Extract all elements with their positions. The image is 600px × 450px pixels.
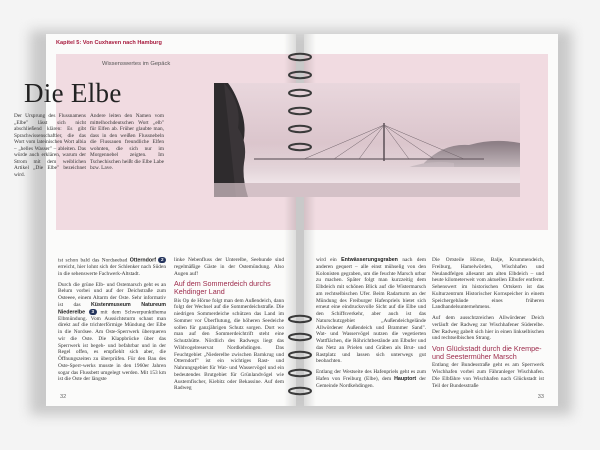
binding-ring-icon <box>286 88 314 98</box>
highlight-entwaesserungsgraben: Entwässerungsgraben <box>341 257 398 263</box>
paragraph: Auf dem ausschtzreichen Allwördener Deich verläuft der Radweg zur Wischhafener Süderelbe. Der Radweg gabelt sich hier in einen linkselbischen und rechtselbischen Strang. <box>432 315 544 342</box>
paragraph: Die Ortsteile Hörne, Balje, Krummendeich, Freiburg, Hamelwörden, Wischhafen und Neulandfelgen allesamt am alten Elbdeich – und heute kilometerweit vom aktuellen Elbufer entfernt. Sehenswert im historischen Ortskern ist das Kulturzentrum Historischer Kornspeicher in einem Speichergebäude eines früheren Landhandelsunternehmens. <box>432 257 544 311</box>
chapter-title: Von Cuxhaven nach Hamburg <box>82 40 162 46</box>
text: nach dem anderen gequert – alle einst mühselig von den Kolonisten gegraben, um die feuchte Marsch urbar zu machen. Später folgt man kurzzeitig dem Elbdeich mit schönen Blick auf die Wistermarsch am rechtselbischen Ufer. Beim Radarturm an der Mündung des Freiburger Hafenpriels bietet sich erneut eine eindrucksvolle Sicht auf die Elbe und den Schiffsverkehr, aber auch ist das Naturschutzgebiet „Außendeichgelände Allwördener Außendeich und Brammer Sand". Wat- und Wasservögel nutzen die vegetierten Wattflächen, die Röhrichtbestände am Elbufer und das Netz an Prielen und Gräben als Brut- und Rastplatz und lassen sich unterwegs gut beobachten. <box>316 257 426 365</box>
binding-ring-icon <box>286 386 314 396</box>
feature-box-column-2: Andere leiten den Namen vom mittelhochdeutschen Wort „elb" für Elfen ab. Früher glaubte man, dass in den weißen Flussnebeln die Flussauen freundliche Elfen wohnten, die sich nur im Morgennebel zeigten. Im Tschechischen heißt die Elbe Labe bzw. Lave. <box>90 113 164 172</box>
left-column-1 <box>58 257 166 383</box>
binding-ring-icon <box>286 350 314 360</box>
left-column-2 <box>174 257 284 392</box>
highlight-hauptort: Hauptort <box>394 375 417 382</box>
binding-ring-icon <box>286 314 314 324</box>
subheading: Auf dem Sommerdeich durchs Kehdinger Land <box>174 279 271 297</box>
paragraph <box>316 369 426 389</box>
binding-ring-icon <box>286 52 314 62</box>
binding-ring-icon <box>286 70 314 80</box>
text: Durch die grüne Elb- und Ostemarsch geht es an Belum vorbei und auf der Deichstraße zum Osteeee, einem Altarm der Oste. Sehr informativ ist das <box>58 281 166 308</box>
text: erreicht, hier lohnt sich der Schlenker nach Süden in die sehenswerte Fachwerk-Altstadt. <box>58 264 166 277</box>
binding-ring-icon <box>286 106 314 116</box>
feature-box-column-1: Der Ursprung des Flussnamens „Elbe" lässt sich nicht abschließend klären: Es gibt Sprachwissenschaftler, die das Wort vom lateinischen Wort albia – „helles Wasser" – ableiten. Das würde auch erklären, warum der Strom mit dem weiblichen Artikel „Die Elbe" bezeichnet wird. <box>14 113 86 178</box>
paragraph <box>316 257 426 365</box>
paragraph <box>58 257 166 278</box>
page-number-right: 33 <box>537 394 544 400</box>
binding-ring-icon <box>286 124 314 134</box>
paragraph <box>58 282 166 384</box>
chapter-label: Kapitel 5: <box>56 40 82 46</box>
elbe-bridge-fog-photo <box>214 83 520 197</box>
right-column-2 <box>432 257 544 389</box>
page-number-left: 32 <box>60 394 67 400</box>
feature-box-label: Wissenswertes im Gepäck <box>102 61 171 67</box>
text: wird ein <box>316 257 342 263</box>
photo-illustration <box>214 83 520 197</box>
text: mit dem Schwerpunktthema Elbmündung. Vom Aussichtsturm schaut man direkt auf die trichterförmige Mündung der Elbe in die Nordsee. Am Oste-Sperrwerk überqueren wir die Oste. Die Klappbrücke über das Sperrwerk ist begeh- und befahrbar und in der Regel offen, es empfiehlt sich aber, die Öffnungszeiten zu überprüfen. Für den Bau des Oste-Sperr-werks musste in den 1960er Jahren sogar das Flussbett umgelegt werden. Mit 153 km ist die Oste der längste <box>58 308 166 383</box>
text: der Gemeinde Nordkehdingen. <box>316 375 426 389</box>
binding-ring-icon <box>286 368 314 378</box>
binding-ring-icon <box>286 142 314 152</box>
map-marker-icon: 3 <box>89 309 97 315</box>
binding-ring-icon <box>286 332 314 342</box>
running-head <box>56 40 162 46</box>
text: Entlang der Westseite des Hafenpriels geht es zum Hafen von Freiburg (Elbe), dem <box>316 369 426 382</box>
right-column-1 <box>316 257 426 389</box>
paragraph: Entlang der Bundesstraße geht es am Sperrwerk Wischhafen vorbei zum Fähranleger Wischhafen. Die Elbfähre von Wischhafen nach Glückstadt ist Teil der Bundesstraße <box>432 362 544 389</box>
map-marker-icon: 2 <box>158 257 166 263</box>
feature-box-title: Die Elbe <box>24 78 122 108</box>
text: ist schon bald das Nordseebad <box>58 257 130 264</box>
paragraph: Bis Op de Hörne folgt man dem Außendeich, dann folgt der Wechsel auf die Sommerdeichstraße. Die niedrigen Sommerdeiche schützen das Land im Sommer vor Überflutung, die höheren Seedeiche sollen für ganzjährigen Schutz sorgen. Dort wo man auf den Sommerdeichtrift steht eine Schutzhütte. Nördlich des Radwegs liegt das Wildvogelreservat Nordkehdingen. Das Feuchtgebiet „Niederelbe zwischen Barnkrug und Otterndorf" ist ein wichtiges Rast- und Nahrungsgebiet für Wat- und Wasservögel und ein bedeutendes Brutgebiet für Grünlandvögel wie Austernfischer, Kiebitz oder Bekassine. Auf dem Radweg <box>174 297 284 392</box>
subheading: Von Glückstadt durch die Krempe- und Seestermüher Marsch <box>432 344 542 362</box>
paragraph: linke Nebenfluss der Unterelbe, Seehunde sind regelmäßige Gäste in der Ostemündung. Also Augen auf! <box>174 257 284 277</box>
place-otterndorf: Otterndorf <box>129 257 156 264</box>
place-kuestenmuseum: Küstenmuseum Natureum Niederelbe <box>58 301 166 315</box>
